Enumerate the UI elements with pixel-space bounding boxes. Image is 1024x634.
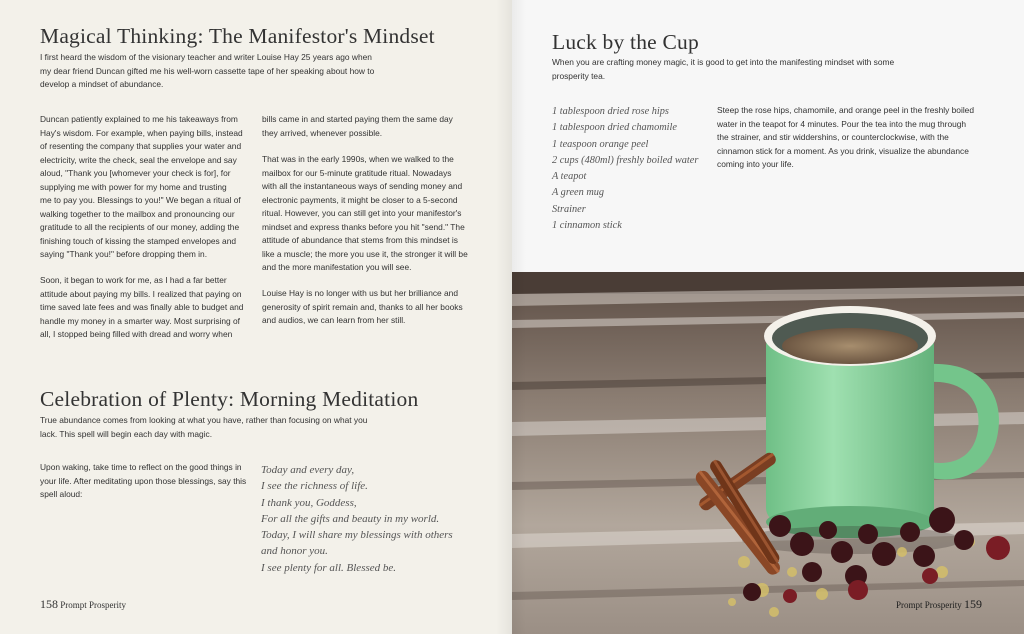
text-line: prosperity tea. — [552, 70, 606, 81]
col2-paragraph-1 — [262, 113, 453, 140]
text-line: and the more manifestation you will see. — [262, 262, 412, 272]
text-line: aloud, "Thank you [whomever your check is for], for — [40, 168, 231, 178]
ingredient-list — [552, 104, 698, 234]
heading-celebration-of-plenty: Celebration of Plenty: Morning Meditation — [40, 387, 419, 411]
text-line: mailbox for our 5-minute gratitude ritual. Nowadays — [262, 167, 452, 178]
text-line: walking together to the mailbox and pronouncing our — [40, 208, 235, 219]
tea-photo — [512, 272, 1024, 634]
text-line: Upon waking, take time to reflect on the good things in — [40, 462, 242, 472]
text-line: When you are crafting money magic, it is good to get into the manifesting mindset with some — [552, 57, 895, 67]
ingredient-item: 1 teaspoon orange peel — [552, 138, 649, 150]
running-title: Prompt Prosperity — [60, 600, 127, 610]
spell-line: I see plenty for all. Blessed be. — [261, 561, 397, 574]
recipe-intro — [552, 56, 894, 83]
recipe-instructions — [717, 104, 974, 172]
gutter-shadow-right — [512, 0, 526, 634]
ingredient-item: A green mug — [552, 187, 605, 199]
text-line: finishing touch of kissing the stamped envelopes and — [40, 235, 237, 246]
ingredient-item: 1 tablespoon dried chamomile — [552, 122, 677, 134]
text-line: time saved late fees and was finally able to budget and — [40, 302, 244, 312]
spell-line: Today, I will share my blessings with others — [261, 529, 453, 542]
text-line: Louise Hay is no longer with us but her brilliance and — [262, 288, 458, 298]
text-line: the strainer, and stir widdershins, or counterclockwise, with the — [717, 132, 949, 142]
text-line: my dear friend Duncan gifted me his well-worn cassette tape of her speaking about how to — [40, 65, 375, 76]
text-line: and audios, we can learn from her still. — [262, 315, 406, 325]
col1-paragraph-2 — [40, 274, 243, 342]
text-line: gratitude to all the recipients of our money, adding the — [40, 222, 240, 232]
heading-manifestors-mindset: Magical Thinking: The Manifestor's Mindset — [40, 24, 435, 48]
text-line: lack. This spell will begin each day with magic. — [40, 428, 213, 439]
text-line: attitude about paying my bills. I realized that paying on — [40, 288, 242, 299]
page-footer-right — [896, 597, 982, 612]
text-line: develop a mindset of abundance. — [40, 79, 164, 89]
text-line: saying "Thank you!" before dropping them in. — [40, 249, 208, 259]
text-line: your life. After meditating upon those blessings, say this — [40, 475, 247, 486]
spell-text — [261, 462, 453, 576]
text-line: water in the teapot for 4 minutes. Pour the tea into the mug through — [717, 118, 967, 129]
spell-line: I see the richness of life. — [261, 480, 368, 493]
ingredient-item: A teapot — [552, 171, 587, 183]
ingredient-item: Strainer — [552, 203, 586, 215]
text-line: with all the instantaneous ways of sending money and — [262, 181, 463, 191]
plenty-instructions — [40, 461, 246, 502]
col2-paragraph-2 — [262, 153, 468, 275]
ingredient-item: 1 cinnamon stick — [552, 220, 622, 232]
spell-line: Today and every day, — [261, 464, 355, 476]
spell-line: and honor you. — [261, 545, 328, 558]
text-line: Duncan patiently explained to me his takeaways from — [40, 114, 238, 124]
text-line: Hay's wisdom. For example, when paying bills, instead — [40, 127, 243, 138]
text-line: Soon, it began to work for me, as I had a far better — [40, 275, 227, 285]
text-line: they arrived, whenever possible. — [262, 127, 383, 138]
text-line: spell aloud: — [40, 489, 83, 499]
text-line: me to pay you. Blessings to you!" We began a ritual of — [40, 195, 241, 205]
page-number: 158 — [40, 597, 58, 611]
text-line: Steep the rose hips, chamomile, and orange peel in the freshly boiled — [717, 105, 974, 115]
text-line: I first heard the wisdom of the visionary teacher and writer Louise Hay 25 years ago when — [40, 52, 372, 62]
gutter-shadow-left — [496, 0, 512, 634]
ingredient-item: 1 tablespoon dried rose hips — [552, 106, 669, 117]
spell-line: I thank you, Goddess, — [261, 496, 357, 509]
text-line: ritual. However, you can still get into your manifestor's — [262, 208, 462, 218]
running-title: Prompt Prosperity — [896, 600, 962, 610]
text-line: That was in the early 1990s, when we walked to the — [262, 154, 454, 164]
text-line: attitude of abundance that stems from this mindset is — [262, 235, 458, 245]
page-footer-left — [40, 597, 126, 612]
heading-luck-by-the-cup: Luck by the Cup — [552, 30, 699, 54]
text-line: of resenting the company that supplies your water and — [40, 141, 242, 151]
text-line: handle my money in a smarter way. Most surprising of — [40, 315, 240, 326]
tea-photo-illustration — [512, 272, 1024, 634]
intro-paragraph — [40, 51, 374, 92]
col2-paragraph-3 — [262, 287, 463, 328]
text-line: mindset and express thanks before you hit "send." The — [262, 221, 465, 232]
text-line: electricity, write the check, seal the envelope and say — [40, 154, 237, 165]
text-line: all, I stopped being filled with dread and worry when — [40, 329, 233, 339]
text-line: cinnamon stick for a moment. As you drink, visualize the abundance — [717, 145, 969, 156]
text-line: bills came in and started paying them the same day — [262, 114, 453, 124]
plenty-intro — [40, 414, 367, 441]
text-line: coming into your life. — [717, 159, 794, 169]
spell-line: For all the gifts and beauty in my world. — [261, 512, 440, 525]
text-line: generosity of spirit remain and, thanks to all her books — [262, 301, 463, 312]
text-line: like a muscle; the more you use it, the stronger it will be — [262, 248, 468, 259]
text-line: True abundance comes from looking at what you have, rather than focusing on what you — [40, 415, 368, 425]
col1-paragraph-1 — [40, 113, 243, 262]
page-number: 159 — [964, 597, 983, 611]
text-line: supplying me with power for my home and trusting — [40, 181, 227, 192]
ingredient-item: 2 cups (480ml) freshly boiled water — [552, 154, 699, 166]
text-line: electronic payments, it might be closer to a 5-second — [262, 194, 458, 205]
